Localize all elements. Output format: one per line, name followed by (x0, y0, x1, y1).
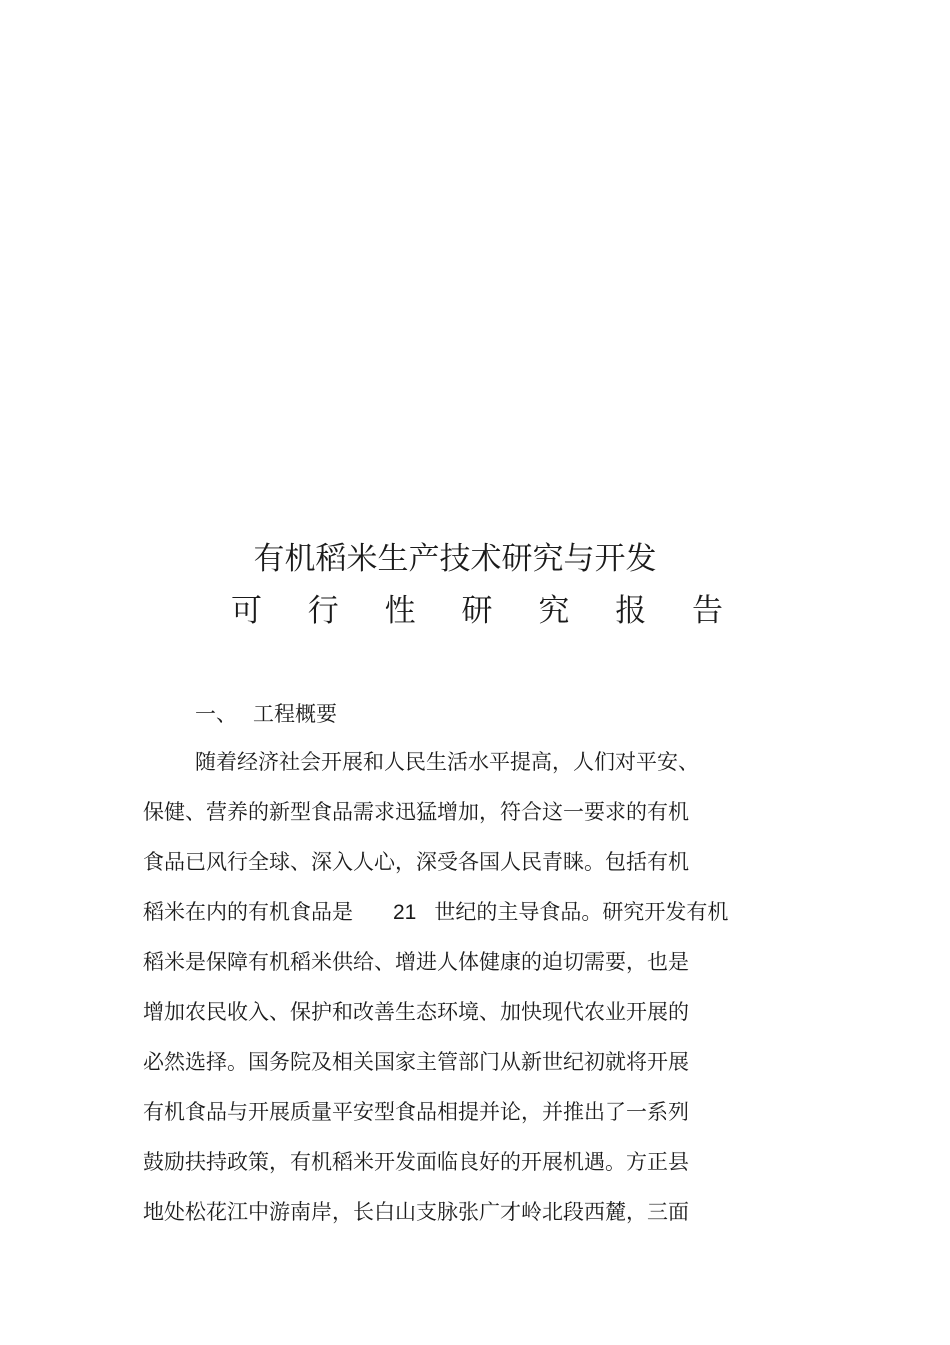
section-heading (195, 698, 337, 730)
paragraph-line: 地处松花江中游南岸，长白山支脉张广才岭北段西麓，三面 (143, 1200, 689, 1224)
paragraph-line: 稻米是保障有机稻米供给、增进人体健康的迫切需要，也是 (143, 950, 689, 974)
paragraph-line: 食品已风行全球、深入人心，深受各国人民青睐。包括有机 (143, 850, 689, 874)
document-title-line2 (0, 589, 950, 633)
paragraph-line: 增加农民收入、保护和改善生态环境、加快现代农业开展的 (143, 1000, 689, 1024)
paragraph-line: 必然选择。国务院及相关国家主管部门从新世纪初就将开展 (143, 1050, 689, 1074)
century-number: 21 (393, 901, 417, 924)
document-title-line2-text: 可 行 性 研 究 报 告 (230, 593, 742, 629)
paragraph-line-mixed (143, 896, 728, 929)
paragraph-line: 保健、营养的新型食品需求迅猛增加，符合这一要求的有机 (143, 800, 689, 824)
paragraph-line-segment: 稻米在内的有机食品是 (143, 900, 353, 924)
section-number: 一、 (195, 702, 237, 726)
paragraph-line: 鼓励扶持政策，有机稻米开发面临良好的开展机遇。方正县 (143, 1150, 689, 1174)
section-title: 工程概要 (253, 702, 337, 726)
paragraph-line: 有机食品与开展质量平安型食品相提并论，并推出了一系列 (143, 1100, 689, 1124)
paragraph-line: 随着经济社会开展和人民生活水平提高，人们对平安、 (195, 750, 699, 774)
paragraph-line-segment: 世纪的主导食品。研究开发有机 (434, 900, 729, 924)
document-title-line1: 有机稻米生产技术研究与开发 (253, 541, 657, 577)
